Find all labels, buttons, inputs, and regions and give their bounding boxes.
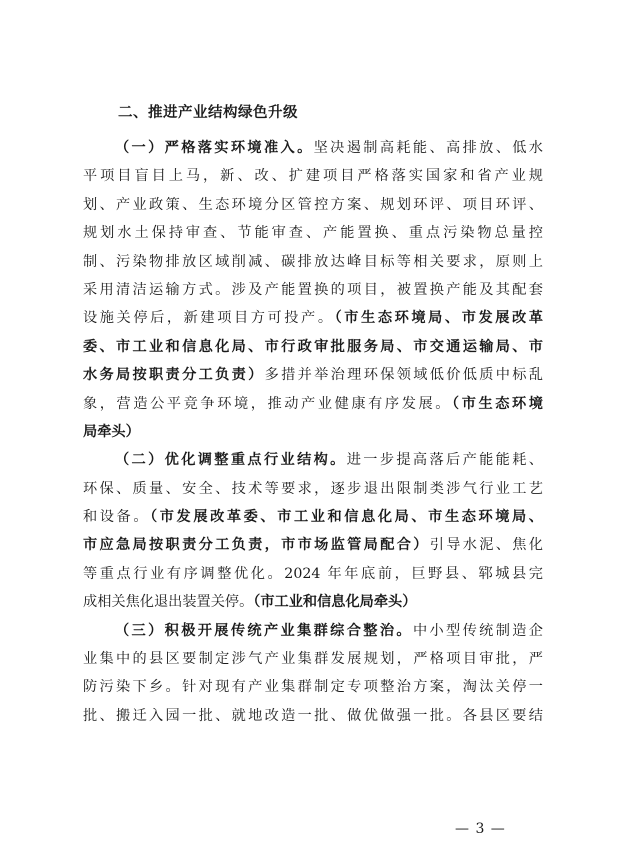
text-line xyxy=(83,645,543,673)
bold-text-segment: 市应急局按职责分工负责，市市场监管局配合） xyxy=(83,537,430,554)
text-segment: 划、产业政策、生态环境分区管控方案、规划环评、项目环评、 xyxy=(83,196,543,213)
bold-text-segment: （一）严格落实环境准入。 xyxy=(115,140,314,156)
text-segment: 平项目盲目上马，新、改、扩建项目严格落实国家和省产业规 xyxy=(83,168,543,185)
text-line xyxy=(83,418,543,446)
section-heading: 二、推进产业结构绿色升级 xyxy=(118,105,298,121)
text-line xyxy=(83,219,543,247)
bold-text-segment: （市工业和信息化局牵头） xyxy=(253,594,417,611)
bold-text-segment: 水务局按职责分工负责） xyxy=(83,367,265,384)
text-segment: 中小型传统制造企 xyxy=(412,622,543,639)
text-line xyxy=(83,162,543,190)
text-line xyxy=(83,475,543,503)
text-line xyxy=(83,702,543,730)
text-segment: 引导水泥、焦化 xyxy=(429,537,543,554)
text-line xyxy=(83,588,543,616)
text-segment: 进一步提高落后产能能耗、 xyxy=(346,452,543,469)
text-line xyxy=(83,276,543,304)
body-text xyxy=(83,134,543,730)
text-line xyxy=(83,333,543,361)
text-segment: 坚决遏制高耗能、高排放、低水 xyxy=(313,140,543,156)
bold-text-segment: （市生态环境局、市发展改革 xyxy=(334,310,543,327)
text-segment: 成相关焦化退出装置关停。 xyxy=(83,594,254,611)
text-segment: 制、污染物排放区域削减、碳排放达峰目标等相关要求，原则上 xyxy=(83,253,543,270)
text-segment: 多措并举治理环保领域低价低质中标乱 xyxy=(264,367,543,384)
text-line xyxy=(83,531,543,559)
text-line xyxy=(83,446,543,474)
text-line xyxy=(83,617,543,645)
text-segment: 采用清洁运输方式。涉及产能置换的项目，被置换产能及其配套 xyxy=(83,281,543,298)
text-segment: 设施关停后，新建项目方可投产。 xyxy=(83,310,335,327)
text-segment: 规划水土保持审查、节能审查、产能置换、重点污染物总量控 xyxy=(83,225,543,242)
text-segment: 业集中的县区要制定涉气产业集群发展规划，严格项目审批，严 xyxy=(83,651,543,668)
text-line xyxy=(83,134,543,162)
bold-text-segment: 委、市工业和信息化局、市行政审批服务局、市交通运输局、市 xyxy=(83,338,543,355)
text-line xyxy=(83,304,543,332)
text-line xyxy=(83,503,543,531)
text-line xyxy=(83,248,543,276)
text-segment: 象，营造公平竞争环境，推动产业健康有序发展。 xyxy=(83,395,453,412)
text-line xyxy=(83,673,543,701)
page-number: — 3 — xyxy=(455,821,506,837)
text-segment: 批、搬迁入园一批、就地改造一批、做优做强一批。各县区要结 xyxy=(83,707,543,724)
text-line xyxy=(83,361,543,389)
text-segment: 环保、质量、安全、技术等要求，逐步退出限制类涉气行业工艺 xyxy=(83,480,543,497)
bold-text-segment: 局牵头） xyxy=(83,423,140,440)
text-segment: 和设备。 xyxy=(83,509,151,526)
bold-text-segment: （市生态环境 xyxy=(452,395,543,412)
text-segment: 等重点行业有序调整优化。2024 年年底前，巨野县、郓城县完 xyxy=(83,565,543,582)
text-segment: 防污染下乡。针对现有产业集群制定专项整治方案，淘汰关停一 xyxy=(83,679,543,696)
bold-text-segment: （三）积极开展传统产业集群综合整治。 xyxy=(115,622,413,639)
text-line xyxy=(83,560,543,588)
text-line xyxy=(83,390,543,418)
bold-text-segment: （市发展改革委、市工业和信息化局、市生态环境局、 xyxy=(150,509,543,526)
text-line xyxy=(83,191,543,219)
bold-text-segment: （二）优化调整重点行业结构。 xyxy=(115,452,347,469)
